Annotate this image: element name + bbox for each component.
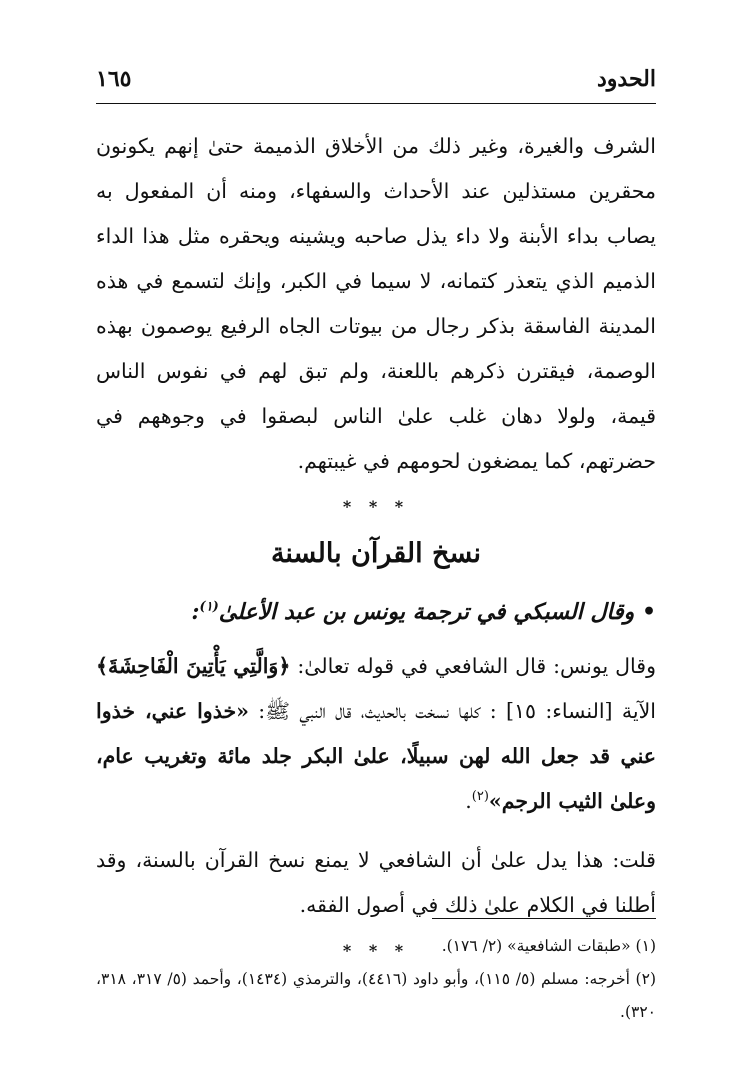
header-divider bbox=[96, 103, 656, 104]
paragraph-continuation: الشرف والغيرة، وغير ذلك من الأخلاق الذميمة حتىٰ إنهم يكونون محقرين مستذلين عند الأحداث والسفهاء، ومنه أن المفعول به يصاب بداء الأبنة ولا داء يذل صاحبه ويشينه ويحقره مثل هذا الداء الذميم الذي يتعذر كتمانه، لا سيما في الكبر، وإنك لتسمع في هذه المدينة الفاسقة بذكر رجال من بيوتات الجاه الرفيع يوصمون بهذه الوصمة، فيقترن ذكرهم باللعنة، ولم تبق لهم في نفوس الناس قيمة، ولولا دهان غلب علىٰ الناس لبصقوا في وجوههم في حضرتهم، كما يمضغون لحومهم في غيبتهم. bbox=[96, 134, 656, 473]
bullet-heading-colon: : bbox=[191, 599, 200, 625]
footnote-divider bbox=[432, 918, 656, 919]
footnote-ref-1: (١) bbox=[199, 599, 219, 615]
quran-verse: ﴿وَالَّتِي يَأْتِينَ الْفَاحِشَةَ﴾ bbox=[96, 654, 291, 678]
hadith-quote: «خذوا عني، خذوا عني قد جعل الله لهن سبيلًا، علىٰ البكر جلد مائة وتغريب عام، وعلىٰ الثيب الرجم» bbox=[96, 699, 656, 813]
footnote-2: (٢) أخرجه: مسلم (٥/ ١١٥)، وأبو داود (٤٤١٦)، والترمذي (١٤٣٤)، وأحمد (٥/ ٣١٧، ٣١٨، ٣٢٠). bbox=[96, 970, 656, 1021]
quote-end: . bbox=[465, 789, 472, 813]
quote-intro: وقال يونس: قال الشافعي في قوله تعالىٰ: bbox=[290, 654, 656, 678]
bullet-heading-text: وقال السبكي في ترجمة يونس بن عبد الأعلىٰ bbox=[218, 599, 635, 625]
page-header bbox=[96, 60, 656, 100]
bullet-icon: • bbox=[641, 599, 656, 625]
quote-paragraph bbox=[96, 644, 656, 824]
bullet-heading bbox=[96, 590, 656, 634]
page-body bbox=[96, 124, 656, 976]
footnote-ref-2: (٢) bbox=[471, 789, 489, 805]
page-number: ١٦٥ bbox=[96, 66, 132, 92]
section-heading: نسخ القرآن بالسنة bbox=[270, 538, 482, 569]
footnote-1: (١) «طبقات الشافعية» (٢/ ١٧٦). bbox=[441, 937, 656, 955]
quote-middle: الآية [النساء: ١٥] : كلها نسخت بالحديث، قال النبي ﷺ: bbox=[248, 699, 656, 723]
comment-paragraph: قلت: هذا يدل علىٰ أن الشافعي لا يمنع نسخ القرآن بالسنة، وقد أطلنا في الكلام علىٰ ذلك في أصول الفقه. bbox=[96, 848, 656, 917]
section-separator: * * * bbox=[342, 497, 410, 516]
footnotes bbox=[96, 930, 656, 1029]
chapter-title: الحدود bbox=[597, 66, 656, 92]
section-separator-end: * * * bbox=[342, 941, 410, 960]
